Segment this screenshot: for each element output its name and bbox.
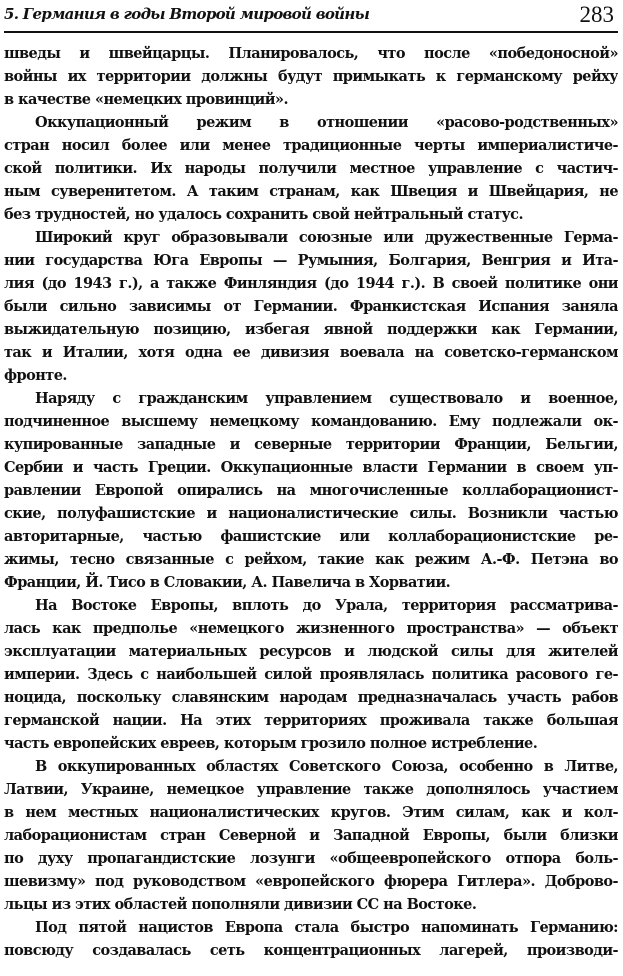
text-line: лаборационистам стран Северной и Западной Европы, были близки xyxy=(4,827,618,844)
text-line: подчиненное высшему немецкому командованию. Ему подлежали ок- xyxy=(4,413,618,430)
paragraph-first-line: Широкий круг образовывали союзные или дружественные Герма- xyxy=(35,229,618,246)
text-line: без трудностей, но удалось сохранить свой нейтральный статус. xyxy=(4,206,523,223)
text-line: в нем местных националистических кругов. Этим силам, как и кол- xyxy=(4,804,618,821)
paragraph-first-line: Под пятой нацистов Европа стала быстро напоминать Германию: xyxy=(35,919,618,936)
text-line: выжидательную позицию, избегая явной поддержки как Германии, xyxy=(4,321,618,338)
text-line: равлении Европой опирались на многочисленные коллаборационист- xyxy=(4,482,618,499)
text-line: в качестве «немецких провинций». xyxy=(4,91,288,108)
text-line: лась как предполье «немецкого жизненного пространства» — объект xyxy=(4,620,618,637)
text-line: шведы и швейцарцы. Планировалось, что после «победоносной» xyxy=(4,45,618,62)
text-line: ным суверенитетом. А таким странам, как Швеция и Швейцария, не xyxy=(4,183,618,200)
text-line: часть европейских евреев, которым грозило полное истребление. xyxy=(4,735,538,752)
text-line: нии государства Юга Европы — Румыния, Болгария, Венгрия и Ита- xyxy=(4,252,618,269)
text-line: жимы, тесно связанные с рейхом, такие как режим А.-Ф. Петэна во xyxy=(4,551,618,568)
text-line: ской политики. Их народы получили местное управление с частич- xyxy=(4,160,618,177)
text-line: были сильно зависимы от Германии. Франкистская Испания заняла xyxy=(4,298,618,315)
header-rule xyxy=(4,31,618,33)
text-line: войны их территории должны будут примыкать к германскому рейху xyxy=(4,68,618,85)
paragraph-first-line: На Востоке Европы, вплоть до Урала, территория рассматрива- xyxy=(35,597,618,614)
text-line: ские, полуфашистские и националистические силы. Возникли частью xyxy=(4,505,618,522)
text-line: ноцида, поскольку славянским народам предназначалась участь рабов xyxy=(4,689,618,706)
text-line: фронте. xyxy=(4,367,67,384)
text-line: авторитарные, частью фашистские или коллаборационистские ре- xyxy=(4,528,618,545)
paragraph-first-line: Наряду с гражданским управлением существовало и военное, xyxy=(35,390,618,407)
text-line: германской нации. На этих территориях проживала также большая xyxy=(4,712,618,729)
text-line: лия (до 1943 г.), а также Финляндия (до 1944 г.). В своей политике они xyxy=(4,275,618,292)
body-text xyxy=(4,42,618,962)
text-line: эксплуатации материальных ресурсов и людской силы для жителей xyxy=(4,643,618,660)
text-line: шевизму» под руководством «европейского фюрера Гитлера». Доброво- xyxy=(4,873,618,890)
paragraph-first-line: Оккупационный режим в отношении «расово-родственных» xyxy=(35,114,618,131)
page-number: 283 xyxy=(579,2,614,27)
running-title: 5. Германия в годы Второй мировой войны xyxy=(4,5,370,23)
text-line: льцы из этих областей пополняли дивизии СС на Востоке. xyxy=(4,896,477,913)
text-line: стран носил более или менее традиционные черты империалистиче- xyxy=(4,137,618,154)
text-line: империи. Здесь с наибольшей силой проявлялась политика расового ге- xyxy=(4,666,618,683)
running-head xyxy=(4,2,618,32)
text-line: по духу пропагандистские лозунги «общеевропейского отпора боль- xyxy=(4,850,618,867)
text-line: купированные западные и северные территории Франции, Бельгии, xyxy=(4,436,618,453)
text-line: Франции, Й. Тисо в Словакии, А. Павелича в Хорватии. xyxy=(4,574,451,591)
paragraph-first-line: В оккупированных областях Советского Союза, особенно в Литве, xyxy=(35,758,618,775)
text-line: повсюду создавалась сеть концентрационных лагерей, производи- xyxy=(4,942,618,959)
text-line: Латвии, Украине, немецкое управление также дополнялось участием xyxy=(4,781,618,798)
text-line: так и Италии, хотя одна ее дивизия воевала на советско-германском xyxy=(4,344,618,361)
text-line: Сербии и часть Греции. Оккупационные власти Германии в своем уп- xyxy=(4,459,618,476)
